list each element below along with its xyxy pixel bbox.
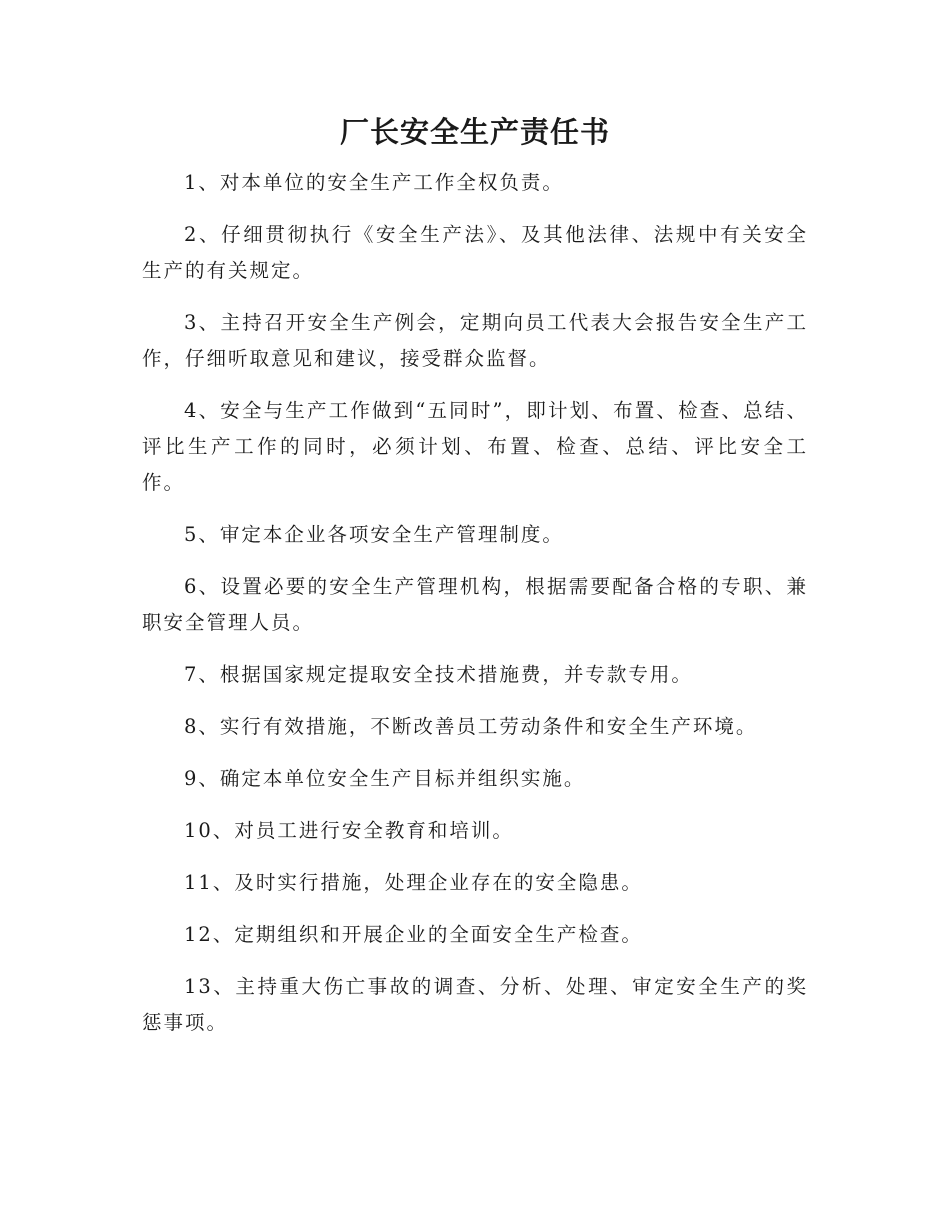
list-item: 11、及时实行措施，处理企业存在的安全隐患。 [184,871,643,894]
list-item: 10、对员工进行安全教育和培训。 [184,819,514,842]
responsibility-list [142,165,808,1041]
list-item: 7、根据国家规定提取安全技术措施费，并专款专用。 [184,663,693,686]
list-item: 4、安全与生产工作做到“五同时”，即计划、布置、检查、总结、评比生产工作的同时，必须计划、布置、检查、总结、评比安全工作。 [142,399,808,494]
list-item: 8、实行有效措施，不断改善员工劳动条件和安全生产环境。 [184,715,758,738]
list-item: 2、仔细贯彻执行《安全生产法》、及其他法律、法规中有关安全生产的有关规定。 [142,223,808,282]
list-item: 1、对本单位的安全生产工作全权负责。 [184,171,564,194]
list-item: 13、主持重大伤亡事故的调查、分析、处理、审定安全生产的奖惩事项。 [142,975,808,1034]
list-item: 6、设置必要的安全生产管理机构，根据需要配备合格的专职、兼职安全管理人员。 [142,575,808,634]
list-item: 3、主持召开安全生产例会，定期向员工代表大会报告安全生产工作，仔细听取意见和建议，接受群众监督。 [142,311,808,370]
list-item: 9、确定本单位安全生产目标并组织实施。 [184,767,586,790]
document-title: 厂长安全生产责任书 [339,115,610,149]
list-item: 5、审定本企业各项安全生产管理制度。 [184,523,564,546]
list-item: 12、定期组织和开展企业的全面安全生产检查。 [184,923,643,946]
